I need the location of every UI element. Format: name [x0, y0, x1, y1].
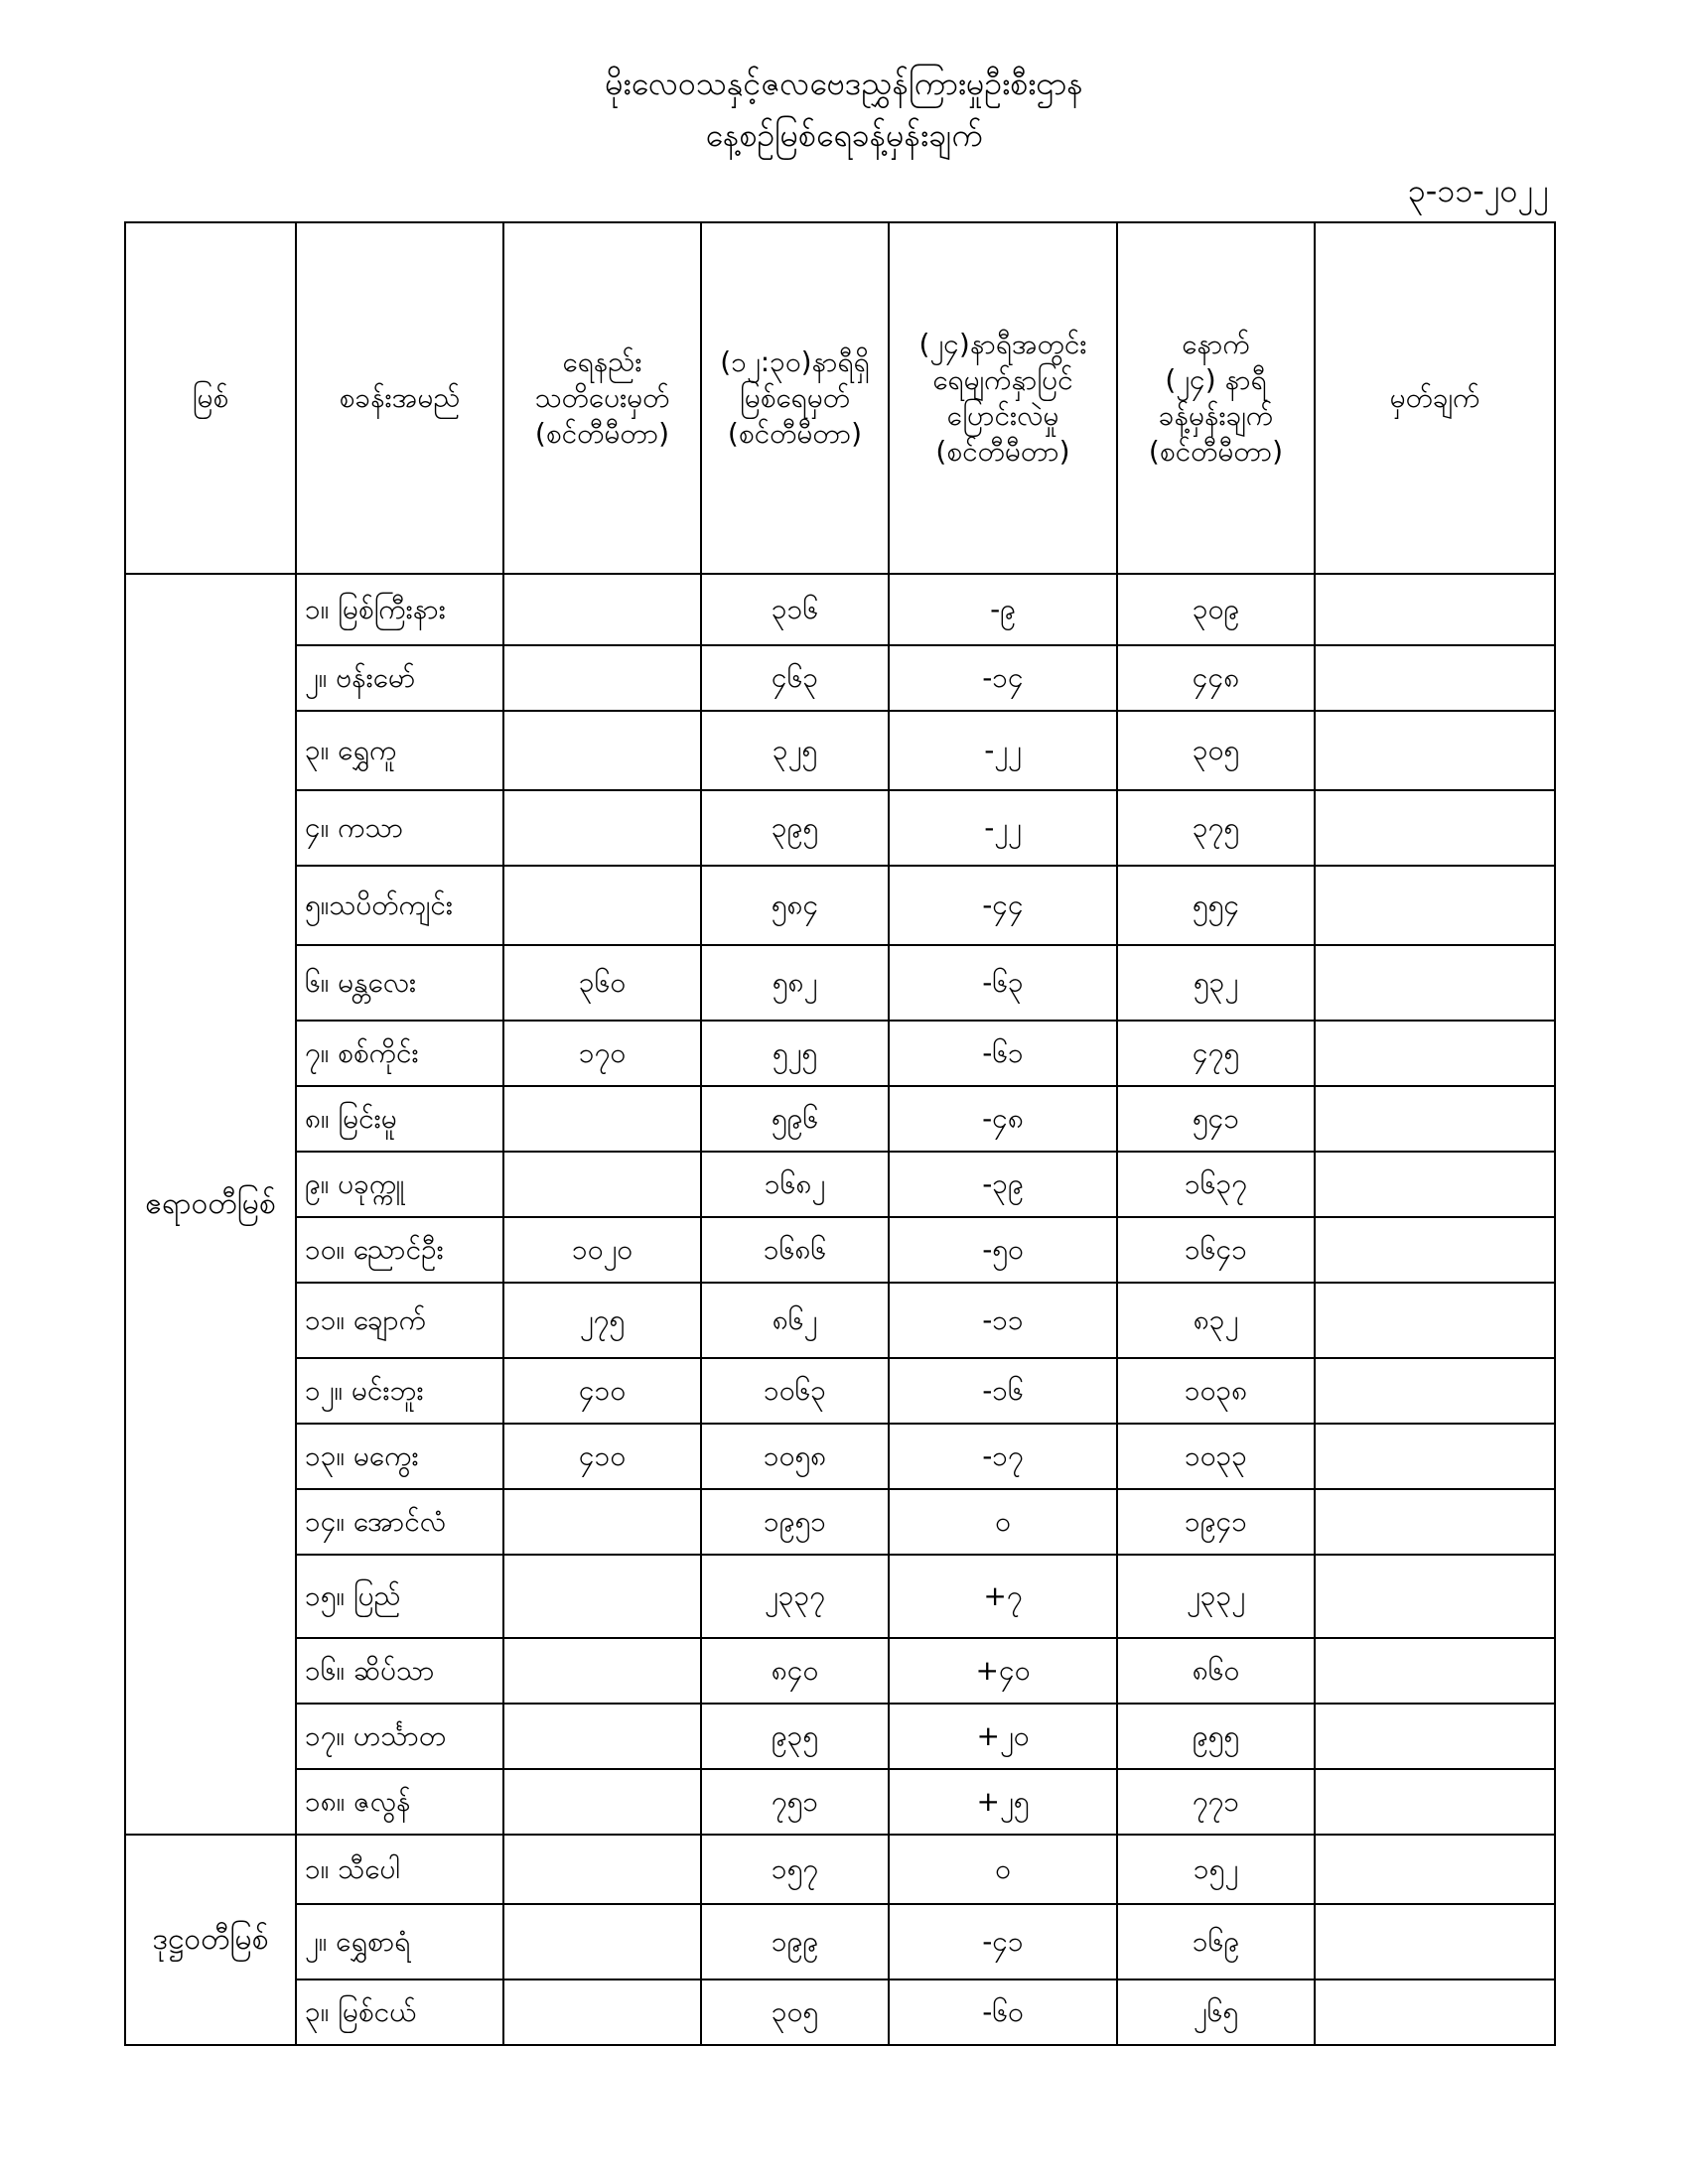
- water-level-cell: ၃၁၆: [701, 574, 889, 645]
- forecast-cell: ၄၇၅: [1117, 1021, 1315, 1086]
- header-line: စခန်းအမည်: [339, 381, 461, 414]
- danger-level-cell: [503, 1835, 701, 1904]
- change-cell: -၄၄: [889, 866, 1117, 945]
- remarks-cell: [1315, 1424, 1555, 1489]
- table-row: [125, 645, 1555, 711]
- remarks-cell: [1315, 1555, 1555, 1638]
- station-name-cell: ၁၅။ ပြည်: [296, 1555, 503, 1638]
- header-24h-forecast: [1117, 222, 1315, 574]
- change-cell: ၀: [889, 1489, 1117, 1555]
- river-forecast-table: [124, 221, 1556, 2046]
- station-name-cell: ၂။ ဗန်းမော်: [296, 645, 503, 711]
- remarks-cell: [1315, 1704, 1555, 1769]
- change-cell: -၁၁: [889, 1283, 1117, 1358]
- forecast-cell: ၁၀၃၈: [1117, 1358, 1315, 1424]
- forecast-cell: ၈၆၀: [1117, 1638, 1315, 1704]
- danger-level-cell: [503, 645, 701, 711]
- header-line: ခန့်မှန်းချက်: [1158, 399, 1274, 432]
- station-name-cell: ၁၀။ ညောင်ဦး: [296, 1217, 503, 1283]
- station-name-cell: ၁။ သီပေါ: [296, 1835, 503, 1904]
- change-cell: -၃၉: [889, 1152, 1117, 1217]
- station-name-cell: ၁။ မြစ်ကြီးနား: [296, 574, 503, 645]
- document-title: မိုးလေဝသနှင့်ဇလဗေဒညွှန်ကြားမှုဦးစီးဌာန: [605, 65, 1083, 102]
- change-cell: ၀: [889, 1835, 1117, 1904]
- forecast-cell: ၇၇၁: [1117, 1769, 1315, 1835]
- table-row: [125, 1489, 1555, 1555]
- change-cell: -၉: [889, 574, 1117, 645]
- header-line: သတိပေးမှတ်: [534, 381, 670, 414]
- header-24h-change: [889, 222, 1117, 574]
- danger-level-cell: [503, 1904, 701, 1979]
- header-line: မှတ်ချက်: [1389, 381, 1480, 414]
- forecast-cell: ၃၀၉: [1117, 574, 1315, 645]
- change-cell: -၆၁: [889, 1021, 1117, 1086]
- change-cell: +၂၀: [889, 1704, 1117, 1769]
- danger-level-cell: [503, 711, 701, 790]
- station-name-cell: ၂။ ရွှေစာရံ: [296, 1904, 503, 1979]
- forecast-cell: ၄၄၈: [1117, 645, 1315, 711]
- station-name-cell: ၁၆။ ဆိပ်သာ: [296, 1638, 503, 1704]
- water-level-cell: ၃၀၅: [701, 1979, 889, 2045]
- table-row: [125, 1152, 1555, 1217]
- forecast-cell: ၁၆၄၁: [1117, 1217, 1315, 1283]
- remarks-cell: [1315, 711, 1555, 790]
- forecast-cell: ၅၄၁: [1117, 1086, 1315, 1152]
- water-level-cell: ၃၉၅: [701, 790, 889, 866]
- header-line: (စင်တီမီတာ): [1148, 435, 1284, 468]
- table-row: [125, 711, 1555, 790]
- table-row: [125, 1904, 1555, 1979]
- water-level-cell: ၈၆၂: [701, 1283, 889, 1358]
- station-name-cell: ၁၄။ အောင်လံ: [296, 1489, 503, 1555]
- danger-level-cell: ၂၇၅: [503, 1283, 701, 1358]
- change-cell: +၂၅: [889, 1769, 1117, 1835]
- header-remarks: [1315, 222, 1555, 574]
- water-level-cell: ၁၀၆၃: [701, 1358, 889, 1424]
- station-name-cell: ၅။သပိတ်ကျင်း: [296, 866, 503, 945]
- change-cell: -၄၁: [889, 1904, 1117, 1979]
- water-level-cell: ၁၅၇: [701, 1835, 889, 1904]
- water-level-cell: ၁၉၉: [701, 1904, 889, 1979]
- forecast-cell: ၅၃၂: [1117, 945, 1315, 1021]
- change-cell: -၁၆: [889, 1358, 1117, 1424]
- header-line: ရေမျက်နှာပြင်: [932, 363, 1073, 396]
- table-row: [125, 1021, 1555, 1086]
- water-level-cell: ၁၉၅၁: [701, 1489, 889, 1555]
- header-line: မြစ်ရေမှတ်: [740, 381, 850, 414]
- table-body: [125, 574, 1555, 2045]
- river-name-cell: ဒုဋ္ဌဝတီမြစ်: [125, 1835, 296, 2045]
- remarks-cell: [1315, 1358, 1555, 1424]
- danger-level-cell: ၁၇၀: [503, 1021, 701, 1086]
- table-row: [125, 1704, 1555, 1769]
- table-row: [125, 1555, 1555, 1638]
- station-name-cell: ၉။ ပခုက္ကူ: [296, 1152, 503, 1217]
- remarks-cell: [1315, 1489, 1555, 1555]
- forecast-cell: ၂၃၃၂: [1117, 1555, 1315, 1638]
- header-water-level: [701, 222, 889, 574]
- danger-level-cell: ၄၁၀: [503, 1358, 701, 1424]
- water-level-cell: ၈၄၀: [701, 1638, 889, 1704]
- water-level-cell: ၃၂၅: [701, 711, 889, 790]
- danger-level-cell: [503, 1086, 701, 1152]
- danger-level-cell: ၃၆၀: [503, 945, 701, 1021]
- change-cell: -၄၈: [889, 1086, 1117, 1152]
- danger-level-cell: [503, 1555, 701, 1638]
- water-level-cell: ၅၈၄: [701, 866, 889, 945]
- table-row: [125, 1835, 1555, 1904]
- change-cell: +၇: [889, 1555, 1117, 1638]
- change-cell: +၄၀: [889, 1638, 1117, 1704]
- header-danger-level: [503, 222, 701, 574]
- water-level-cell: ၇၅၁: [701, 1769, 889, 1835]
- remarks-cell: [1315, 1638, 1555, 1704]
- table-row: [125, 945, 1555, 1021]
- remarks-cell: [1315, 1979, 1555, 2045]
- remarks-cell: [1315, 1217, 1555, 1283]
- change-cell: -၁၇: [889, 1424, 1117, 1489]
- station-name-cell: ၆။ မန္တလေး: [296, 945, 503, 1021]
- remarks-cell: [1315, 945, 1555, 1021]
- header-station: [296, 222, 503, 574]
- station-name-cell: ၃။ မြစ်ငယ်: [296, 1979, 503, 2045]
- forecast-cell: ၁၆၉: [1117, 1904, 1315, 1979]
- remarks-cell: [1315, 1904, 1555, 1979]
- header-line: ရေနည်း: [562, 345, 642, 378]
- header-river: [125, 222, 296, 574]
- header-line: (၂၄) နာရီ: [1165, 363, 1267, 396]
- change-cell: -၂၂: [889, 790, 1117, 866]
- station-name-cell: ၄။ ကသာ: [296, 790, 503, 866]
- river-name-cell: ဧရာဝတီမြစ်: [125, 574, 296, 1835]
- change-cell: -၆၃: [889, 945, 1117, 1021]
- table-row: [125, 1217, 1555, 1283]
- remarks-cell: [1315, 790, 1555, 866]
- table-row: [125, 1638, 1555, 1704]
- station-name-cell: ၃။ ရွှေကူ: [296, 711, 503, 790]
- change-cell: -၂၂: [889, 711, 1117, 790]
- station-name-cell: ၁၁။ ချောက်: [296, 1283, 503, 1358]
- water-level-cell: ၂၃၃၇: [701, 1555, 889, 1638]
- water-level-cell: ၁၀၅၈: [701, 1424, 889, 1489]
- danger-level-cell: [503, 1704, 701, 1769]
- remarks-cell: [1315, 1283, 1555, 1358]
- water-level-cell: ၅၉၆: [701, 1086, 889, 1152]
- danger-level-cell: [503, 1769, 701, 1835]
- forecast-cell: ၁၅၂: [1117, 1835, 1315, 1904]
- table-row: [125, 866, 1555, 945]
- header-line: (၂၄)နာရီအတွင်း: [918, 328, 1087, 360]
- table-header-row: [125, 222, 1555, 574]
- change-cell: -၁၄: [889, 645, 1117, 711]
- danger-level-cell: [503, 866, 701, 945]
- water-level-cell: ၁၆၈၆: [701, 1217, 889, 1283]
- remarks-cell: [1315, 866, 1555, 945]
- header-line: မြစ်: [192, 381, 229, 414]
- danger-level-cell: ၁၀၂၀: [503, 1217, 701, 1283]
- station-name-cell: ၇။ စစ်ကိုင်း: [296, 1021, 503, 1086]
- danger-level-cell: [503, 1638, 701, 1704]
- station-name-cell: ၁၃။ မကွေး: [296, 1424, 503, 1489]
- table-row: [125, 1424, 1555, 1489]
- water-level-cell: ၄၆၃: [701, 645, 889, 711]
- table-row: [125, 574, 1555, 645]
- table-row: [125, 1358, 1555, 1424]
- remarks-cell: [1315, 1769, 1555, 1835]
- remarks-cell: [1315, 1021, 1555, 1086]
- water-level-cell: ၅၂၅: [701, 1021, 889, 1086]
- remarks-cell: [1315, 574, 1555, 645]
- table-row: [125, 1769, 1555, 1835]
- table-row: [125, 790, 1555, 866]
- header-line: (စင်တီမီတာ): [935, 435, 1070, 468]
- forecast-cell: ၈၃၂: [1117, 1283, 1315, 1358]
- forecast-cell: ၂၆၅: [1117, 1979, 1315, 2045]
- table-row: [125, 1283, 1555, 1358]
- remarks-cell: [1315, 1152, 1555, 1217]
- remarks-cell: [1315, 645, 1555, 711]
- header-line: နောက်: [1182, 328, 1250, 360]
- station-name-cell: ၁၈။ ဇလွန်: [296, 1769, 503, 1835]
- danger-level-cell: [503, 574, 701, 645]
- change-cell: -၆၀: [889, 1979, 1117, 2045]
- change-cell: -၅၀: [889, 1217, 1117, 1283]
- forecast-cell: ၁၉၄၁: [1117, 1489, 1315, 1555]
- forecast-cell: ၁၆၃၇: [1117, 1152, 1315, 1217]
- forecast-cell: ၉၅၅: [1117, 1704, 1315, 1769]
- station-name-cell: ၈။ မြင်းမူ: [296, 1086, 503, 1152]
- header-line: (၁၂:၃၀)နာရီရှိ: [720, 345, 870, 378]
- table-row: [125, 1979, 1555, 2045]
- station-name-cell: ၁၂။ မင်းဘူး: [296, 1358, 503, 1424]
- header-line: (စင်တီမီတာ): [727, 417, 863, 450]
- document-subtitle: နေ့စဉ်မြစ်ရေခန့်မှန်းချက်: [705, 116, 983, 154]
- forecast-cell: ၃၀၅: [1117, 711, 1315, 790]
- danger-level-cell: [503, 790, 701, 866]
- danger-level-cell: [503, 1152, 701, 1217]
- water-level-cell: ၉၃၅: [701, 1704, 889, 1769]
- forecast-cell: ၅၅၄: [1117, 866, 1315, 945]
- remarks-cell: [1315, 1086, 1555, 1152]
- danger-level-cell: ၄၁၀: [503, 1424, 701, 1489]
- water-level-cell: ၅၈၂: [701, 945, 889, 1021]
- forecast-cell: ၁၀၃၃: [1117, 1424, 1315, 1489]
- danger-level-cell: [503, 1489, 701, 1555]
- water-level-cell: ၁၆၈၂: [701, 1152, 889, 1217]
- station-name-cell: ၁၇။ ဟင်္သာတ: [296, 1704, 503, 1769]
- header-line: (စင်တီမီတာ): [534, 417, 670, 450]
- table-row: [125, 1086, 1555, 1152]
- document-date: ၃-၁၁-၂၀၂၂: [1407, 172, 1549, 209]
- remarks-cell: [1315, 1835, 1555, 1904]
- header-line: ပြောင်းလဲမှု: [946, 399, 1059, 432]
- danger-level-cell: [503, 1979, 701, 2045]
- forecast-cell: ၃၇၅: [1117, 790, 1315, 866]
